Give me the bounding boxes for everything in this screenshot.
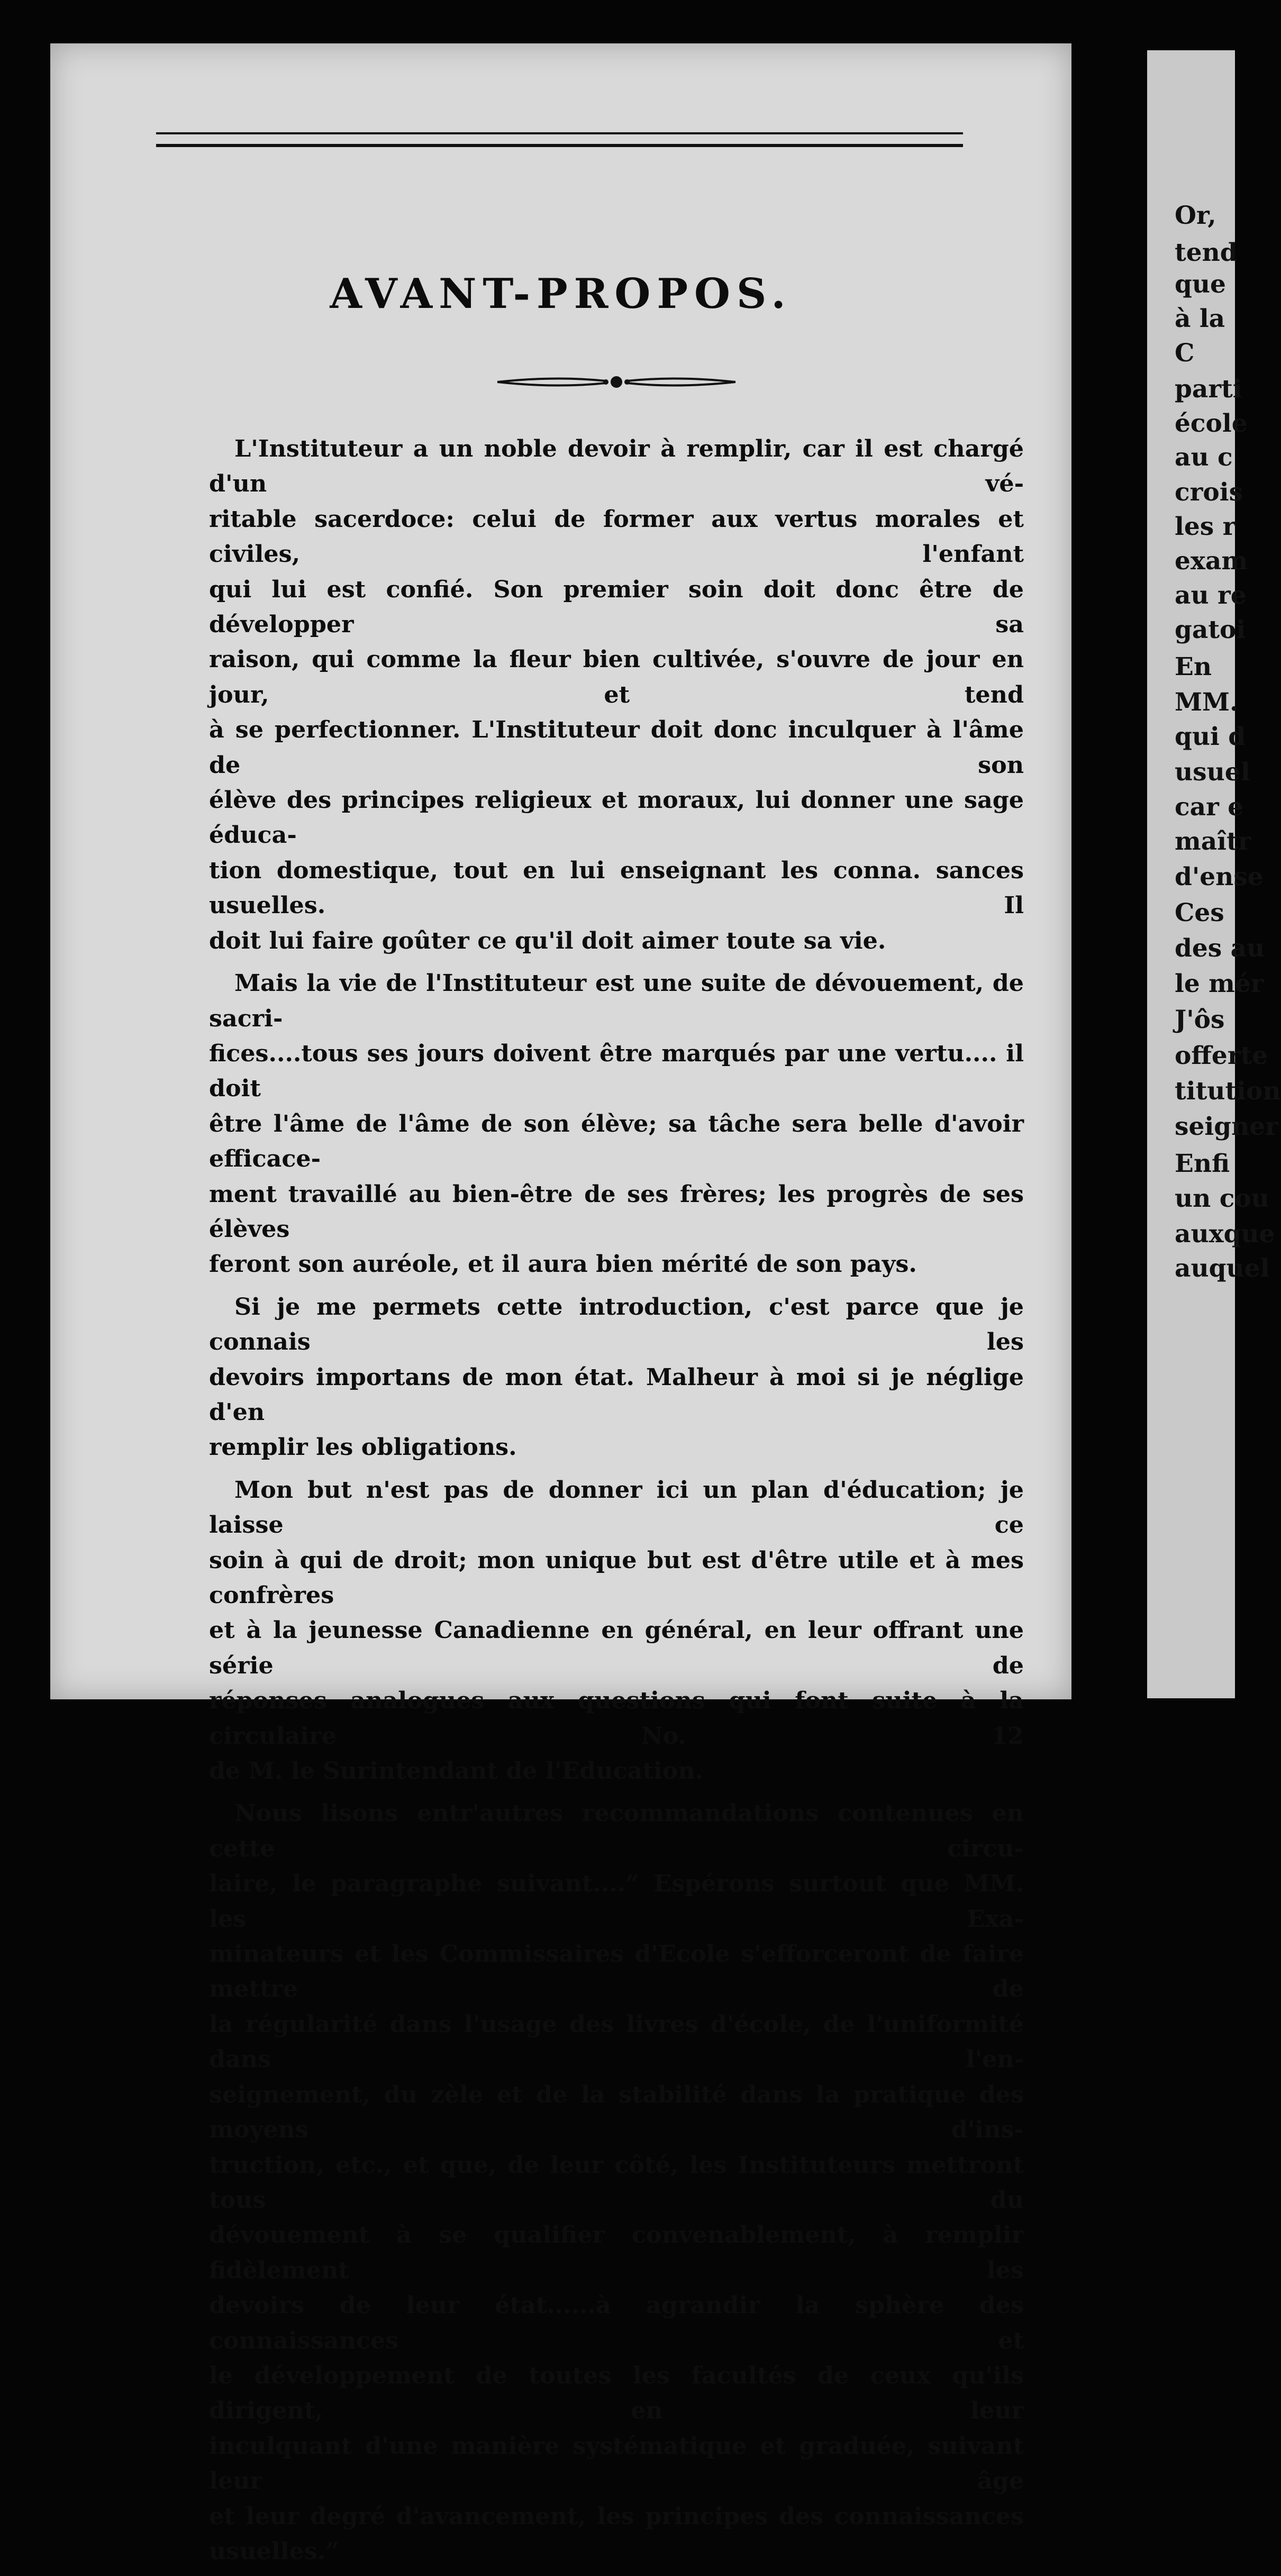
adjacent-page-text-fragment: exam (1175, 547, 1248, 576)
adjacent-page-text-fragment: des au (1175, 934, 1265, 963)
text-line: soin à qui de droit; mon unique but est d'être utile et à mes confrères (209, 1546, 1024, 1609)
adjacent-page-text-fragment: que (1175, 270, 1226, 299)
text-line: L'Instituteur a un noble devoir à remplir, car il est chargé d'un vé- (209, 435, 1024, 498)
adjacent-page-text-fragment: tend (1175, 238, 1238, 267)
adjacent-page-text-fragment: auquel (1175, 1254, 1270, 1283)
adjacent-page-text-fragment: J'ôs (1175, 1005, 1225, 1034)
text-line: élève des principes religieux et moraux, lui donner une sage éduca- (209, 786, 1024, 849)
text-line: truction, etc., et que, de leur côté, les Instituteurs mettront tous du (209, 2151, 1024, 2214)
paragraph (209, 431, 1024, 958)
text-line: être l'âme de l'âme de son élève; sa tâche sera belle d'avoir efficace- (209, 1109, 1024, 1173)
text-line: de M. le Surintendant de l'Education. (209, 1757, 704, 1785)
text-line: feront son auréole, et il aura bien mérité de son pays. (209, 1250, 917, 1278)
paragraph (209, 966, 1024, 1282)
text-line: Mon but n'est pas de donner ici un plan d'éducation; je laisse ce (209, 1476, 1024, 1539)
text-line: la régularité dans l'usage des livres d'école, de l'uniformité dans l'en- (209, 2010, 1024, 2073)
text-line: seignement, du zèle et de la stabilité dans la pratique des moyens d'ins- (209, 2080, 1024, 2144)
adjacent-page-text-fragment: crois (1175, 478, 1243, 507)
adjacent-page-text-fragment: les r (1175, 512, 1236, 541)
text-line: laire, le paragraphe suivant....“ Espérons surtout que MM. les Exa- (209, 1870, 1024, 1933)
adjacent-page-text-fragment: titution (1175, 1077, 1281, 1106)
adjacent-page-text-fragment: offerte (1175, 1041, 1268, 1070)
text-line: et à la jeunesse Canadienne en général, en leur offrant une série de (209, 1616, 1024, 1679)
text-line: minateurs et les Commissaires d'Ecole s'efforceront de faire mettre de (209, 1940, 1024, 2003)
adjacent-page-text-fragment: MM. (1175, 688, 1239, 717)
adjacent-page-text-fragment: auxque (1175, 1219, 1275, 1249)
adjacent-page-text-fragment: maîtr (1175, 827, 1251, 856)
text-line: doit lui faire goûter ce qu'il doit aimer toute sa vie. (209, 926, 886, 954)
text-line: réponses analogues aux questions qui font suite à la circulaire No. 12 (209, 1687, 1024, 1750)
adjacent-page-text-fragment: C (1175, 339, 1195, 368)
text-line: dévouement à se qualifier convenablement, à remplir fidèlement les (209, 2221, 1024, 2284)
text-line: raison, qui comme la fleur bien cultivée, s'ouvre de jour en jour, et tend (209, 645, 1024, 708)
adjacent-page-edge (1147, 50, 1281, 1698)
text-line: fices....tous ses jours doivent être marqués par une vertu.... il doit (209, 1039, 1024, 1103)
paragraph (209, 1796, 1024, 2569)
text-line: le développement de toutes les facultés de ceux qu'ils dirigent, en leur (209, 2361, 1024, 2425)
text-line: remplir les obligations. (209, 1433, 517, 1461)
adjacent-page-text-fragment: parti (1175, 375, 1242, 404)
text-line: et leur degré d'avancement, les principes des connaissances usuelles.” (209, 2502, 1024, 2565)
text-line: Si je me permets cette introduction, c'est parce que je connais les (209, 1292, 1024, 1356)
adjacent-page-text-fragment: seigner (1175, 1112, 1278, 1141)
text-line: Mais la vie de l'Instituteur est une suite de dévouement, de sacri- (209, 969, 1024, 1032)
ornament-divider (492, 371, 741, 393)
adjacent-page-text-fragment: Or, (1175, 201, 1216, 230)
adjacent-page-text-fragment: Ces (1175, 898, 1224, 927)
adjacent-page-text-fragment: En (1175, 652, 1212, 681)
text-line: ment travaillé au bien-être de ses frères; les progrès de ses élèves (209, 1180, 1024, 1243)
adjacent-page-text-fragment: le mér (1175, 969, 1264, 998)
page-title: AVANT-PROPOS. (330, 270, 792, 318)
adjacent-page-text-fragment: usuel (1175, 758, 1250, 787)
paragraph (209, 1472, 1024, 1789)
adjacent-page-text-fragment: Enfi (1175, 1149, 1230, 1178)
text-line: tion domestique, tout en lui enseignant les conna. sances usuelles. Il (209, 856, 1024, 920)
text-line: à se perfectionner. L'Instituteur doit donc inculquer à l'âme de son (209, 716, 1024, 779)
paragraph (209, 1289, 1024, 1465)
adjacent-page-text-fragment: à la (1175, 304, 1225, 333)
adjacent-page-text-fragment: école (1175, 409, 1248, 438)
text-line: qui lui est confié. Son premier soin doit donc être de développer sa (209, 575, 1024, 639)
adjacent-page-text-fragment: car e (1175, 793, 1244, 822)
adjacent-page-text-fragment: d'ense (1175, 862, 1264, 891)
adjacent-page-text-fragment: au c (1175, 443, 1233, 472)
adjacent-page-text-fragment: au re (1175, 581, 1247, 610)
text-line: Nous lisons entr'autres recommandations contenues en cette circu- (209, 1799, 1024, 1862)
adjacent-page-text-fragment: gatoi (1175, 615, 1246, 644)
body-text (209, 431, 1024, 2576)
adjacent-page-text-fragment: qui d (1175, 722, 1246, 751)
header-double-rule (156, 132, 963, 147)
text-line: devoirs de leur état......à agrandir la sphère des connaissances et (209, 2291, 1024, 2354)
text-line: devoirs importans de mon état. Malheur à moi si je néglige d'en (209, 1363, 1024, 1426)
text-line: ritable sacerdoce: celui de former aux vertus morales et civiles, l'enfant (209, 505, 1024, 568)
adjacent-page-text-fragment: un cou (1175, 1184, 1269, 1213)
text-line: inculquant d'une manière systématique et graduée, suivant leur âge (209, 2432, 1024, 2495)
